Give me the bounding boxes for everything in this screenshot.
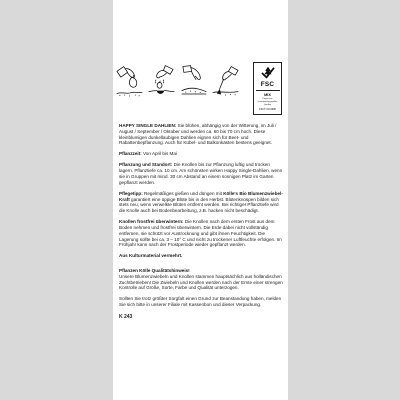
intro-paragraph	[119, 123, 283, 146]
care-tip-text-after: garantiert eine üppige Blüte bis in den Herbst. Blütenknospen bilden sich stets neu, wenn verwelkte Blüten entfernt werden. Bei richtiger Pflanztiefe wird die Knolle auch bei Bodenbearbeitung, z.B. hacken nicht beschädigt.	[119, 196, 279, 214]
propagation-note-text: Aus Kulturmaterial vermehrt.	[119, 253, 183, 259]
planting-time-text: Von April bis Mai	[143, 151, 177, 157]
care-tip-text-before: Regelmäßiges gießen und düngen mit	[144, 190, 222, 196]
label-text	[119, 123, 283, 326]
fsc-tree-check-icon	[260, 65, 276, 81]
hand-holding-bulb-icon	[116, 64, 143, 98]
intro-heading: HAPPY SINGLE DAHLIEN:	[119, 123, 177, 128]
propagation-note	[119, 253, 283, 259]
quality-notice-text: Unsere Blumenzwiebeln und Knollen stammen hauptsächlich aus holländischen Zuchtbetrieben! Die Zwiebeln und Knollen werden nach der Ernte einer strengen Kontrolle auf Größe, Sorte, Farbe und Qualität unterzogen.	[119, 273, 283, 291]
planting-instructions-illustrations	[116, 64, 239, 98]
hand-pressing-soil-icon	[180, 64, 207, 98]
fsc-mix-label: MIX	[264, 93, 271, 97]
wintering-paragraph	[119, 219, 283, 248]
fsc-license-code: FSC® C114686	[259, 108, 276, 112]
care-tip-paragraph	[119, 191, 283, 214]
intro-text: Sie blühen, abhängig von der Witterung, im Juli / August / September / Oktober und werden ca. 60 bis 70 cm hoch. Diese kleinblumigen dunkellaubigen Dahlien eignen sich für Beet- und Rabattenbepflanzung. Auch für Kübel- und Balkonkästen bestens geeignet.	[119, 123, 277, 146]
hand-with-trowel-icon	[212, 64, 239, 98]
complaint-notice-paragraph	[119, 296, 283, 308]
label-card	[113, 0, 288, 400]
fsc-logo	[253, 62, 282, 115]
article-code: K 243	[119, 314, 133, 321]
planting-time-paragraph	[119, 151, 283, 157]
quality-notice-paragraph	[119, 268, 283, 291]
fsc-label-box	[256, 90, 280, 111]
care-tip-heading: Pflegetipp:	[119, 190, 143, 196]
care-tip-product: Kölle's Bio Blumenzwiebel-Kraft	[119, 190, 283, 202]
fsc-claim: Papier aus verantwortungsvollen Quellen	[257, 98, 278, 106]
quality-notice-heading: Pflanzen Kölle Qualitätshinweis!	[119, 268, 190, 274]
planting-site-text: Die Knollen bis zur Pflanzung luftig und trocken lagern. Pflanztiefe ca. 10 cm. Am schönsten wirken Happy Single-Dahlien, wenn sie in Gruppen mit mind. 30 cm Abstand an einem sonnigen Platz im Garten gepflanzt werden.	[119, 162, 283, 185]
planting-time-heading: Pflanzzeit:	[119, 151, 142, 157]
bulb-dropping-into-hole-icon	[148, 64, 175, 98]
fsc-brand: FSC	[260, 81, 275, 88]
wintering-heading: Knollen frostfrei überwintern:	[119, 219, 184, 225]
wintering-text: Die Knollen nach dem ersten Frost aus dem Boden nehmen und frostfrei überwintern. Die Erde dabei nicht vollständig entfernen, sie schützt vor Austrocknung und gibt ihnen Feuchtigkeit. Die Lagerung sollte bei ca. 3 – 10° C und nicht zu trockener Luftfeuchte erfolgen. Im Frühjahr kann nach der Frostperiode wieder gepflanzt werden.	[119, 219, 282, 248]
complaint-notice-text: Sollten Sie trotz größter Sorgfalt einen Grund zur Beanstandung haben, melden Sie sich bitte in unserer Filiale mit Kassenbon und dieser Verpackung.	[119, 296, 282, 308]
planting-site-paragraph	[119, 162, 283, 185]
planting-site-heading: Pflanzung und Standort:	[119, 162, 173, 168]
